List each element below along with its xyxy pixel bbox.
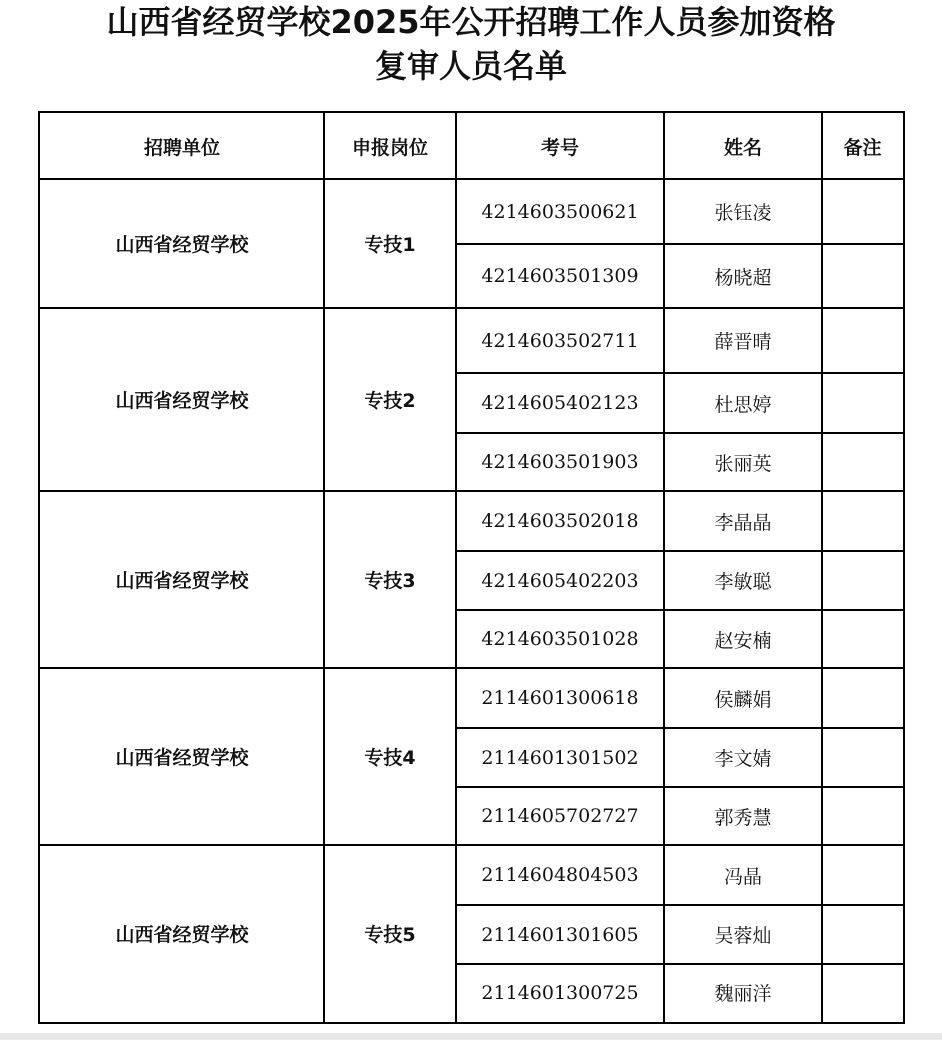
exam-number-cell: 4214603502711 [481, 329, 639, 352]
candidate-name-cell: 吴蓉灿 [714, 925, 772, 947]
note-cell [822, 728, 903, 787]
title-line-1: 山西省经贸学校2025年公开招聘工作人员参加资格 [106, 3, 836, 41]
group-unit-cell: 山西省经贸学校 [115, 390, 249, 412]
column-divider [821, 113, 823, 1022]
note-cell [822, 433, 903, 491]
exam-number-cell: 2114601300618 [481, 687, 639, 709]
exam-number-cell: 4214605402123 [481, 392, 639, 414]
exam-number-cell: 2114604804503 [481, 864, 639, 886]
exam-number-cell: 2114601300725 [481, 981, 639, 1004]
header-name: 姓名 [723, 136, 762, 159]
group-position-cell: 专技3 [364, 570, 416, 592]
candidate-name-cell: 赵安楠 [714, 629, 772, 652]
exam-number-cell: 4214605402203 [481, 569, 639, 592]
exam-number-cell: 4214603501309 [481, 265, 639, 287]
group-position-cell: 专技1 [364, 234, 416, 256]
group-unit-cell: 山西省经贸学校 [115, 923, 249, 946]
title-line-2: 复审人员名单 [374, 47, 567, 85]
header-position: 申报岗位 [351, 136, 428, 159]
page-bottom-edge [0, 1033, 942, 1040]
group-unit-cell: 山西省经贸学校 [115, 747, 249, 769]
exam-number-cell: 2114601301605 [481, 923, 639, 946]
candidate-name-cell: 杜思婷 [714, 393, 772, 416]
exam-number-cell: 4214603502018 [481, 510, 639, 532]
column-divider [663, 113, 665, 1022]
group-unit-cell: 山西省经贸学校 [115, 570, 249, 592]
group-position-cell: 专技2 [364, 390, 416, 412]
candidate-name-cell: 李文婧 [714, 748, 772, 770]
candidate-name-cell: 张丽英 [714, 452, 772, 475]
column-divider [455, 113, 457, 1022]
note-cell [822, 551, 903, 610]
group-unit-cell: 山西省经贸学校 [115, 234, 249, 256]
candidate-name-cell: 杨晓超 [714, 266, 772, 289]
note-cell [822, 179, 903, 244]
note-cell [822, 373, 903, 433]
candidate-name-cell: 侯麟娟 [714, 688, 772, 711]
header-note: 备注 [843, 136, 882, 159]
note-cell [822, 308, 903, 373]
exam-number-cell: 4214603501903 [481, 451, 639, 473]
candidate-name-cell: 张钰凌 [714, 202, 772, 224]
group-position-cell: 专技4 [364, 747, 416, 769]
note-cell [822, 787, 903, 845]
exam-number-cell: 2114605702727 [481, 805, 639, 827]
note-cell [822, 668, 903, 728]
candidate-name-cell: 魏丽洋 [714, 983, 772, 1005]
candidate-name-cell: 李敏聪 [714, 571, 772, 593]
note-cell [822, 610, 903, 668]
exam-number-cell: 4214603500621 [481, 200, 639, 223]
header-exam-no: 考号 [540, 136, 579, 159]
exam-number-cell: 2114601301502 [481, 746, 639, 769]
candidate-table [38, 111, 905, 1024]
candidate-name-cell: 薛晋晴 [714, 331, 772, 353]
header-unit: 招聘单位 [143, 136, 220, 159]
exam-number-cell: 4214603501028 [481, 628, 639, 650]
note-cell [822, 964, 903, 1021]
candidate-name-cell: 冯晶 [723, 865, 762, 888]
column-divider [323, 113, 325, 1022]
note-cell [822, 905, 903, 964]
candidate-name-cell: 郭秀慧 [714, 806, 772, 829]
note-cell [822, 845, 903, 905]
group-position-cell: 专技5 [364, 923, 416, 946]
note-cell [822, 244, 903, 308]
note-cell [822, 491, 903, 551]
candidate-name-cell: 李晶晶 [714, 511, 772, 534]
